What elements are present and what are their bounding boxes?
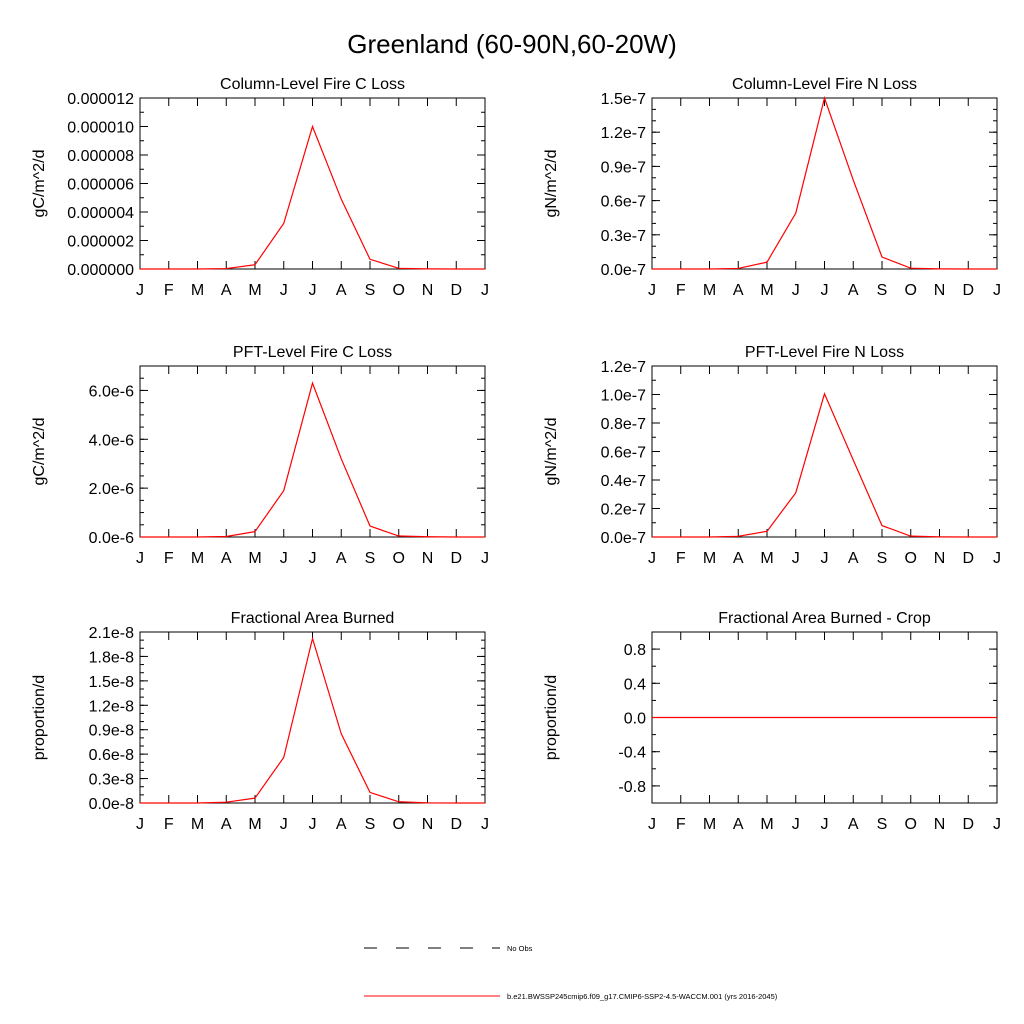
x-tick-label: J — [481, 550, 489, 567]
chart-title: Fractional Area Burned — [230, 610, 395, 627]
x-tick-label: J — [308, 816, 317, 833]
x-tick-label: S — [364, 282, 376, 299]
x-tick-label: M — [190, 282, 205, 299]
x-tick-label: J — [993, 816, 1001, 833]
x-tick-label: A — [732, 282, 744, 299]
x-tick-label: N — [421, 282, 434, 299]
y-tick-label: 1.5e-7 — [600, 91, 646, 108]
chart-panel-5 — [31, 610, 489, 833]
x-tick-label: A — [732, 550, 744, 567]
plot-frame — [652, 98, 997, 269]
x-tick-label: J — [279, 816, 288, 833]
x-tick-label: O — [392, 550, 405, 567]
chart-title: Fractional Area Burned - Crop — [718, 610, 931, 627]
series-line — [652, 394, 997, 537]
legend-label: No Obs — [507, 944, 533, 953]
y-tick-label: 0.0e-8 — [88, 796, 134, 813]
x-tick-label: S — [364, 816, 376, 833]
x-tick-label: A — [847, 282, 859, 299]
y-tick-label: 0.000004 — [67, 205, 134, 222]
x-tick-label: J — [308, 550, 317, 567]
chart-panel-4 — [543, 344, 1001, 567]
x-tick-label: S — [876, 282, 888, 299]
x-tick-label: M — [190, 816, 205, 833]
x-tick-label: N — [933, 282, 946, 299]
y-tick-label: 0.000010 — [67, 119, 134, 137]
y-axis-label: proportion/d — [31, 674, 48, 761]
x-tick-label: N — [421, 550, 434, 567]
chart-panel-6 — [543, 610, 1001, 833]
series-line — [140, 639, 485, 803]
chart-title: Column-Level Fire N Loss — [732, 76, 917, 93]
y-tick-label: 1.2e-7 — [600, 359, 646, 376]
x-tick-label: J — [136, 282, 144, 299]
x-tick-label: J — [791, 550, 800, 567]
y-tick-label: 0.0e-7 — [600, 530, 646, 547]
legend-label: b.e21.BWSSP245cmip6.f09_g17.CMIP6-SSP2-4.5-WACCM.001 (yrs 2016-2045) — [507, 992, 778, 1001]
x-tick-label: J — [820, 282, 829, 299]
x-tick-label: M — [760, 550, 774, 567]
x-tick-label: A — [220, 550, 232, 567]
x-tick-label: D — [962, 282, 975, 299]
x-tick-label: A — [732, 816, 744, 833]
y-tick-label: 0.9e-8 — [88, 722, 134, 740]
x-tick-label: N — [421, 816, 434, 833]
x-tick-label: D — [450, 550, 463, 567]
plot-frame — [140, 632, 485, 803]
x-tick-label: O — [392, 816, 405, 833]
panels — [31, 76, 1001, 833]
x-tick-label: S — [364, 550, 376, 567]
x-tick-label: O — [904, 550, 917, 567]
x-tick-label: J — [481, 816, 489, 833]
y-tick-label: 0.000000 — [67, 262, 134, 279]
series-line — [140, 383, 485, 537]
y-tick-label: 6.0e-6 — [88, 383, 134, 401]
y-tick-label: 0.4 — [623, 676, 646, 694]
y-tick-label: 0.0e-7 — [600, 262, 646, 279]
y-tick-label: 1.0e-7 — [600, 387, 646, 405]
x-tick-label: D — [450, 282, 463, 299]
x-tick-label: J — [136, 550, 144, 567]
y-tick-label: 1.2e-8 — [88, 698, 134, 716]
y-tick-label: 0.9e-7 — [600, 159, 646, 177]
x-tick-label: S — [876, 816, 888, 833]
x-tick-label: M — [702, 816, 717, 833]
x-tick-label: A — [220, 816, 232, 833]
x-tick-label: F — [163, 816, 174, 833]
plot-frame — [652, 366, 997, 537]
x-tick-label: F — [675, 550, 686, 567]
legend — [364, 944, 778, 1001]
x-tick-label: A — [847, 550, 859, 567]
x-tick-label: J — [648, 282, 656, 299]
x-tick-label: O — [392, 282, 405, 299]
y-tick-label: 0.6e-8 — [88, 747, 134, 765]
x-tick-label: F — [675, 816, 686, 833]
y-tick-label: 0.000012 — [67, 91, 134, 108]
y-axis-label: gC/m^2/d — [31, 149, 48, 218]
x-tick-label: M — [702, 282, 717, 299]
x-tick-label: D — [962, 816, 975, 833]
x-tick-label: S — [876, 550, 888, 567]
x-tick-label: J — [648, 550, 656, 567]
y-tick-label: 0.0 — [623, 710, 646, 728]
y-tick-label: 0.000002 — [67, 233, 134, 251]
x-tick-label: D — [450, 816, 463, 833]
chart-title: PFT-Level Fire N Loss — [744, 344, 905, 361]
chart-title: Column-Level Fire C Loss — [220, 76, 405, 93]
x-tick-label: N — [933, 550, 946, 567]
y-tick-label: 1.8e-8 — [88, 649, 134, 667]
y-tick-label: 0.0e-6 — [88, 530, 134, 547]
x-tick-label: J — [993, 282, 1001, 299]
y-tick-label: 0.6e-7 — [600, 444, 646, 462]
y-tick-label: 1.2e-7 — [600, 125, 646, 143]
y-tick-label: 0.3e-8 — [88, 771, 134, 789]
chart-panel-3 — [31, 344, 489, 567]
plot-frame — [140, 98, 485, 269]
y-axis-label: gN/m^2/d — [543, 417, 560, 486]
y-tick-label: 0.6e-7 — [600, 193, 646, 211]
figure-title: Greenland (60-90N,60-20W) — [347, 29, 677, 59]
series-line — [140, 127, 485, 270]
y-tick-label: 0.000006 — [67, 176, 134, 194]
x-tick-label: M — [248, 816, 262, 833]
chart-panel-2 — [543, 76, 1001, 299]
chart-title: PFT-Level Fire C Loss — [232, 344, 393, 361]
x-tick-label: F — [163, 550, 174, 567]
x-tick-label: D — [962, 550, 975, 567]
x-tick-label: J — [308, 282, 317, 299]
x-tick-label: A — [335, 550, 347, 567]
x-tick-label: A — [847, 816, 859, 833]
x-tick-label: J — [791, 282, 800, 299]
series-line — [652, 98, 997, 269]
x-tick-label: M — [760, 282, 774, 299]
x-tick-label: A — [335, 282, 347, 299]
y-tick-label: -0.4 — [618, 744, 646, 762]
y-tick-label: 1.5e-8 — [88, 673, 134, 691]
x-tick-label: O — [904, 816, 917, 833]
y-axis-label: proportion/d — [543, 674, 560, 761]
x-tick-label: M — [248, 282, 262, 299]
x-tick-label: F — [163, 282, 174, 299]
x-tick-label: M — [760, 816, 774, 833]
chart-panel-1 — [31, 76, 489, 299]
x-tick-label: N — [933, 816, 946, 833]
y-tick-label: 0.2e-7 — [600, 501, 646, 519]
x-tick-label: M — [702, 550, 717, 567]
y-axis-label: gC/m^2/d — [31, 417, 48, 486]
y-tick-label: 0.8e-7 — [600, 416, 646, 433]
y-tick-label: 2.1e-8 — [88, 625, 134, 642]
y-tick-label: 0.4e-7 — [600, 473, 646, 490]
x-tick-label: J — [279, 550, 288, 567]
x-tick-label: J — [279, 282, 288, 299]
y-tick-label: 4.0e-6 — [88, 432, 134, 450]
x-tick-label: O — [904, 282, 917, 299]
x-tick-label: F — [675, 282, 686, 299]
y-tick-label: 0.3e-7 — [600, 227, 646, 245]
x-tick-label: A — [335, 816, 347, 833]
x-tick-label: J — [136, 816, 144, 833]
y-tick-label: 0.8 — [623, 642, 646, 660]
x-tick-label: M — [248, 550, 262, 567]
x-tick-label: A — [220, 282, 232, 299]
y-tick-label: 2.0e-6 — [88, 481, 134, 499]
x-tick-label: J — [481, 282, 489, 299]
x-tick-label: J — [648, 816, 656, 833]
x-tick-label: J — [820, 550, 829, 567]
y-tick-label: 0.000008 — [67, 148, 134, 165]
plot-frame — [140, 366, 485, 537]
x-tick-label: J — [791, 816, 800, 833]
y-axis-label: gN/m^2/d — [543, 149, 560, 218]
y-tick-label: -0.8 — [618, 778, 646, 796]
x-tick-label: J — [820, 816, 829, 833]
x-tick-label: J — [993, 550, 1001, 567]
x-tick-label: M — [190, 550, 205, 567]
